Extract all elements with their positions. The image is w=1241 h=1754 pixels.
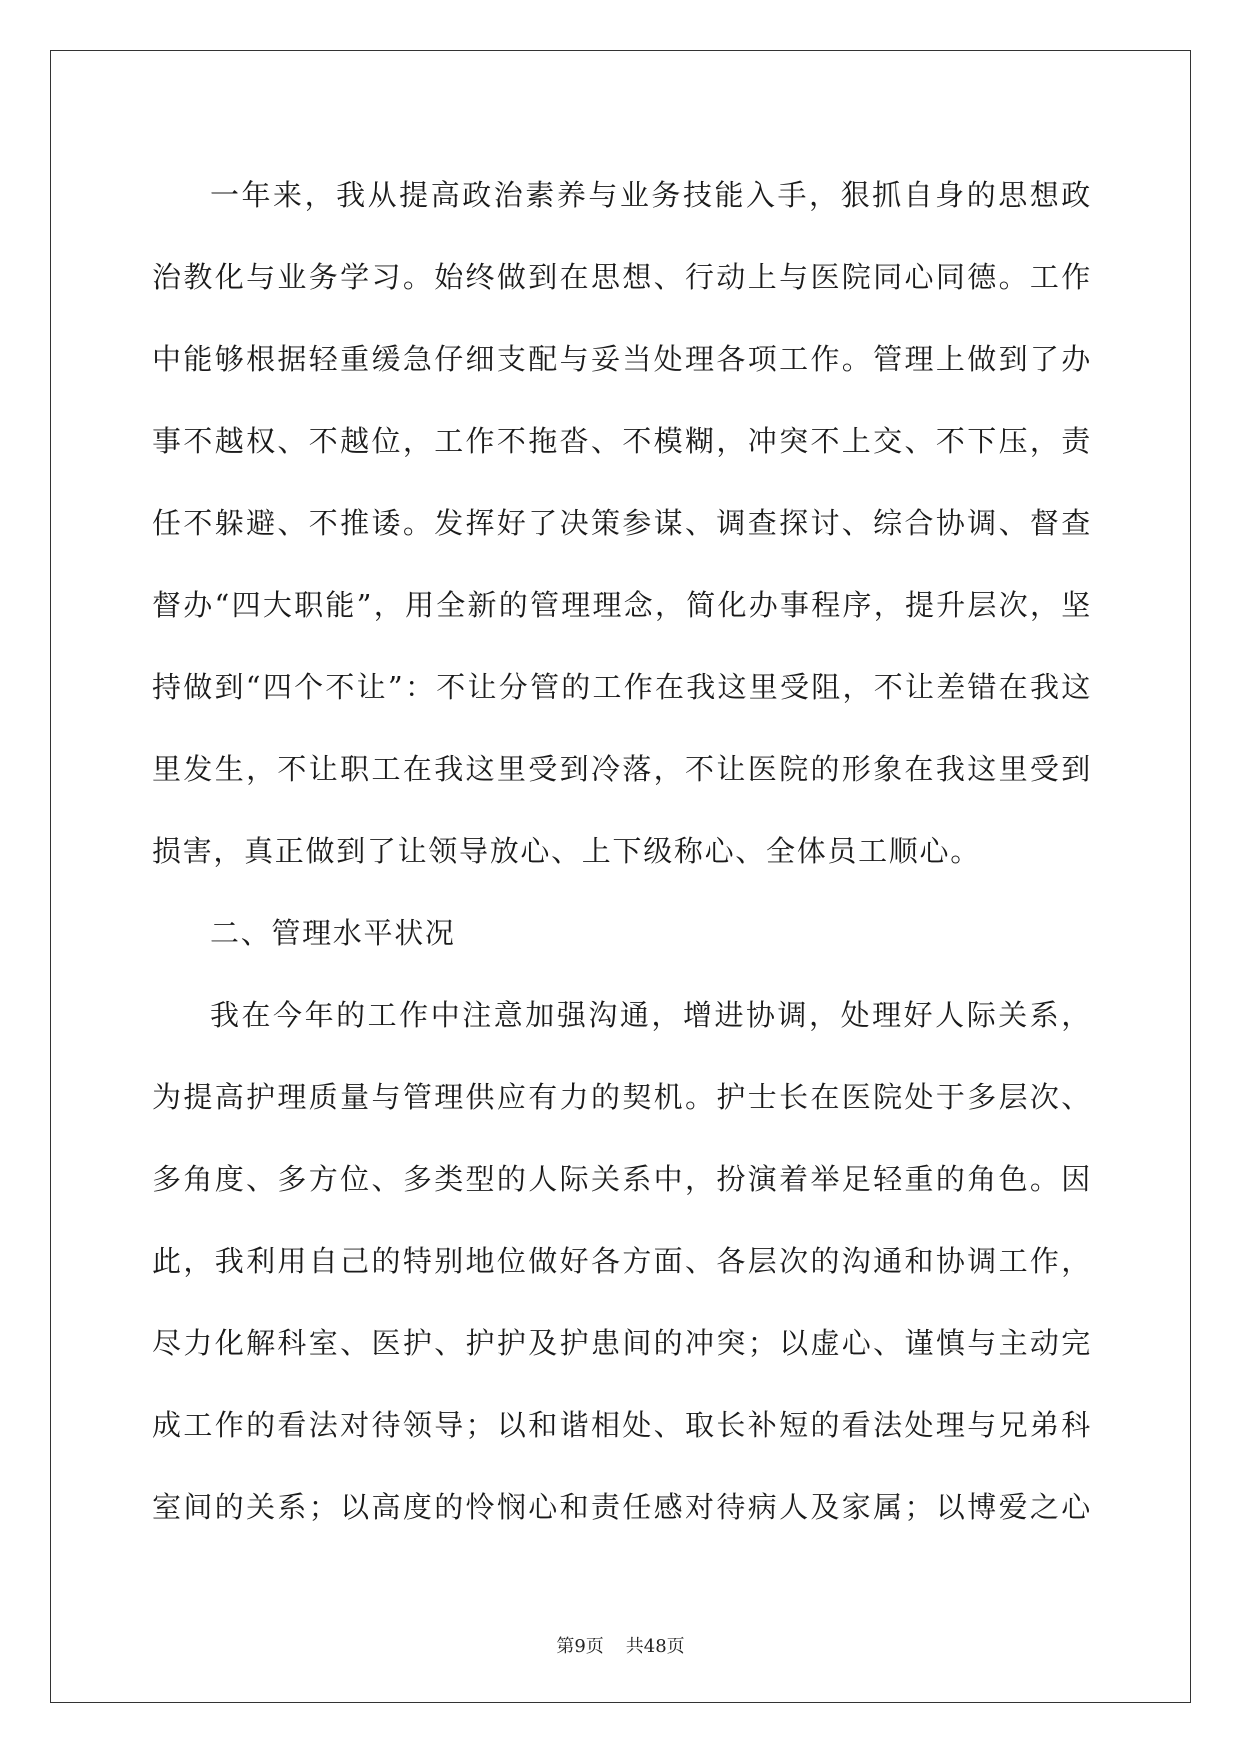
text-line: 室间的关系；以高度的怜悯心和责任感对待病人及家属；以博爱之心 (152, 1490, 1092, 1524)
document-body (152, 154, 1092, 1548)
text-line: 督办“四大职能”，用全新的管理理念，简化办事程序，提升层次，坚 (152, 588, 1092, 622)
text-line: 为提高护理质量与管理供应有力的契机。护士长在医院处于多层次、 (152, 1080, 1092, 1114)
footer-total-pages: 48 (643, 1636, 667, 1657)
text-line: 尽力化解科室、医护、护护及护患间的冲突；以虚心、谨慎与主动完 (152, 1326, 1092, 1360)
footer-total-suffix: 页 (666, 1636, 685, 1657)
text-line: 治教化与业务学习。始终做到在思想、行动上与医院同心同德。工作 (152, 260, 1092, 294)
text-line: 此，我利用自己的特别地位做好各方面、各层次的沟通和协调工作， (152, 1244, 1092, 1278)
text-line: 事不越权、不越位，工作不拖沓、不模糊，冲突不上交、不下压，责 (152, 424, 1092, 458)
page-footer (0, 1632, 1241, 1658)
text-line: 我在今年的工作中注意加强沟通，增进协调，处理好人际关系， (210, 998, 1092, 1032)
text-line: 成工作的看法对待领导；以和谐相处、取长补短的看法处理与兄弟科 (152, 1408, 1092, 1442)
text-line: 二、管理水平状况 (210, 916, 456, 950)
footer-page-suffix: 页 (585, 1636, 604, 1657)
footer-total-label: 共 (625, 1636, 644, 1657)
body-text (152, 154, 1092, 1548)
text-line: 损害，真正做到了让领导放心、上下级称心、全体员工顺心。 (152, 834, 981, 868)
text-line: 多角度、多方位、多类型的人际关系中，扮演着举足轻重的角色。因 (152, 1162, 1092, 1196)
footer-page-number: 9 (574, 1636, 586, 1657)
text-line: 任不躲避、不推诿。发挥好了决策参谋、调查探讨、综合协调、督查 (152, 506, 1092, 540)
text-line: 里发生，不让职工在我这里受到冷落，不让医院的形象在我这里受到 (152, 752, 1092, 786)
text-line: 中能够根据轻重缓急仔细支配与妥当处理各项工作。管理上做到了办 (152, 342, 1092, 376)
text-line: 持做到“四个不让”：不让分管的工作在我这里受阻，不让差错在我这 (152, 670, 1092, 704)
text-line: 一年来，我从提高政治素养与业务技能入手，狠抓自身的思想政 (210, 178, 1092, 212)
footer-page-label: 第 (556, 1636, 575, 1657)
